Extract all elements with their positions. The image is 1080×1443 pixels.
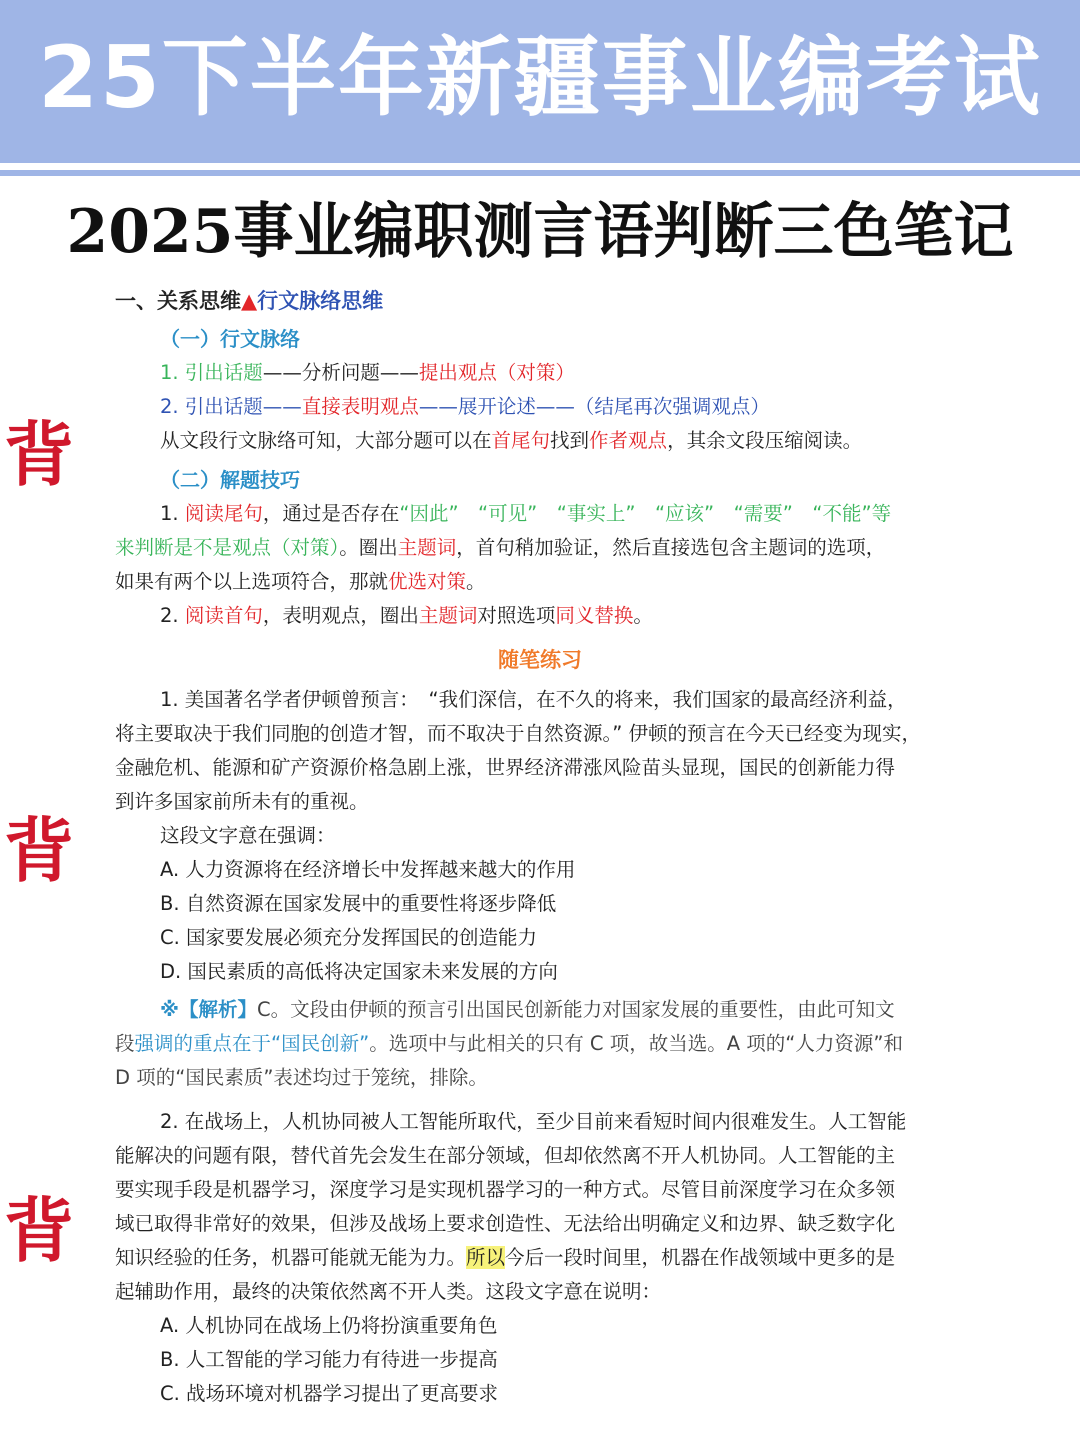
header-banner [0, 0, 1080, 163]
q1-option-a: A. 人力资源将在经济增长中发挥越来越大的作用 [160, 858, 576, 881]
section-heading [115, 286, 383, 316]
q2-stem-line: 要实现手段是机器学习，深度学习是实现机器学习的一种方式。尽管目前深度学习在众多领 [115, 1178, 896, 1201]
text-span: ——展开论述——（结尾再次强调观点） [418, 395, 770, 418]
text-span: 直接表明观点 [301, 395, 419, 418]
text-span: 阅读尾句 [184, 502, 263, 525]
text-span: 今后一段时间里，机器在作战领域中更多的是 [505, 1246, 896, 1269]
text-span: ，通过是否存在 [262, 502, 400, 525]
memorize-stamp: 背 [4, 1189, 74, 1272]
text-span: 找到 [550, 429, 590, 452]
q1-prompt: 这段文字意在强调： [160, 824, 336, 847]
highlighted-text: 所以 [466, 1246, 506, 1269]
text-span: 。 [633, 604, 653, 627]
text-span: 。选项中与此相关的只有 C 项，故当选。A 项的“人力资源”和 [369, 1032, 903, 1055]
tip-2 [160, 601, 653, 631]
triangle-icon: ▲ [241, 289, 258, 313]
text-span: 。圈出 [339, 536, 398, 559]
q2-option-c: C. 战场环境对机器学习提出了更高要求 [160, 1382, 499, 1405]
text-span: C。文段由伊顿的预言引出国民创新能力对国家发展的重要性，由此可知文 [256, 998, 895, 1021]
tip-1-line-1 [160, 499, 891, 529]
analysis-label: ※【解析】 [160, 998, 257, 1021]
q2-stem-line: 起辅助作用，最终的决策依然离不开人类。这段文字意在说明： [115, 1280, 662, 1303]
text-span: “因此” “可见” “事实上” “应该” “需要” “不能”等 [399, 502, 892, 525]
text-span: 知识经验的任务，机器可能就无能为力。 [115, 1246, 467, 1269]
q2-stem-line: 能解决的问题有限，替代首先会发生在部分领域，但却依然离不开人机协同。人工智能的主 [115, 1144, 896, 1167]
structure-line-1 [160, 358, 575, 388]
text-span: 优选对策 [388, 570, 467, 593]
q1-stem-line: 金融危机、能源和矿产资源价格急剧上涨，世界经济滞涨风险苗头显现，国民的创新能力得 [115, 756, 896, 779]
practice-title: 随笔练习 [498, 648, 582, 672]
q1-option-b: B. 自然资源在国家发展中的重要性将逐步降低 [160, 892, 557, 915]
q1-option-d: D. 国民素质的高低将决定国家未来发展的方向 [160, 960, 558, 983]
q2-stem-line [115, 1243, 895, 1273]
banner-title: 25下半年新疆事业编考试 [38, 28, 1042, 128]
q2-option-b: B. 人工智能的学习能力有待进一步提高 [160, 1348, 498, 1371]
text-span: ，表明观点，圈出 [262, 604, 419, 627]
text-span: ，首句稍加验证，然后直接选包含主题词的选项， [456, 536, 886, 559]
text-span: 阅读首句 [184, 604, 263, 627]
q1-analysis-line-1 [160, 995, 895, 1025]
text-span: 提出观点（对策） [418, 361, 575, 384]
text-span: 来判断是不是观点（对策） [115, 536, 340, 559]
subsection-heading: （二）解题技巧 [160, 468, 300, 492]
section-heading-part1: 一、关系思维 [115, 289, 241, 313]
tip-1-line-3 [115, 567, 486, 597]
q1-option-c: C. 国家要发展必须充分发挥国民的创造能力 [160, 926, 538, 949]
text-span: 强调的重点在于“国民创新” [134, 1032, 370, 1055]
q1-analysis-line-3: D 项的“国民素质”表述均过于笼统，排除。 [115, 1066, 488, 1089]
q2-stem-line: 2. 在战场上，人机协同被人工智能所取代，至少目前来看短时间内很难发生。人工智能 [160, 1110, 907, 1133]
structure-summary [160, 426, 862, 456]
text-span: 2. [160, 604, 185, 627]
q1-stem-line: 将主要取决于我们同胞的创造才智，而不取决于自然资源。” 伊顿的预言在今天已经变为现实， [115, 722, 922, 745]
text-span: 主题词 [418, 604, 478, 627]
text-span: ——分析问题—— [262, 361, 419, 384]
text-span: 1. [160, 502, 185, 525]
memorize-stamp: 背 [4, 809, 74, 892]
page-subtitle: 2025事业编职测言语判断三色笔记 [66, 197, 1014, 267]
q1-stem-line: 1. 美国著名学者伊顿曾预言： “我们深信，在不久的将来，我们国家的最高经济利益， [160, 688, 907, 711]
q2-option-a: A. 人机协同在战场上仍将扮演重要角色 [160, 1314, 498, 1337]
text-span: 从文段行文脉络可知，大部分题可以在 [160, 429, 492, 452]
text-span: 2. 引出话题—— [160, 395, 302, 418]
text-span: 1. 引出话题 [160, 361, 263, 384]
text-span: 。 [466, 570, 486, 593]
text-span: 首尾句 [491, 429, 551, 452]
memorize-stamp: 背 [4, 413, 74, 496]
text-span: 对照选项 [477, 604, 556, 627]
text-span: 作者观点 [589, 429, 668, 452]
text-span: ，其余文段压缩阅读。 [667, 429, 863, 452]
q2-stem-line: 域已取得非常好的效果，但涉及战场上要求创造性、无法给出明确定义和边界、缺乏数字化 [115, 1212, 896, 1235]
text-span: 同义替换 [555, 604, 634, 627]
text-span: 主题词 [397, 536, 457, 559]
banner-divider [0, 170, 1080, 176]
q1-stem-line: 到许多国家前所未有的重视。 [115, 790, 369, 813]
text-span: 段 [115, 1032, 135, 1055]
q1-analysis-line-2 [115, 1029, 903, 1059]
section-heading-part2: 行文脉络思维 [257, 289, 384, 313]
text-span: 如果有两个以上选项符合，那就 [115, 570, 389, 593]
structure-line-2 [160, 392, 770, 422]
tip-1-line-2 [115, 533, 885, 563]
subsection-heading: （一）行文脉络 [160, 327, 300, 351]
